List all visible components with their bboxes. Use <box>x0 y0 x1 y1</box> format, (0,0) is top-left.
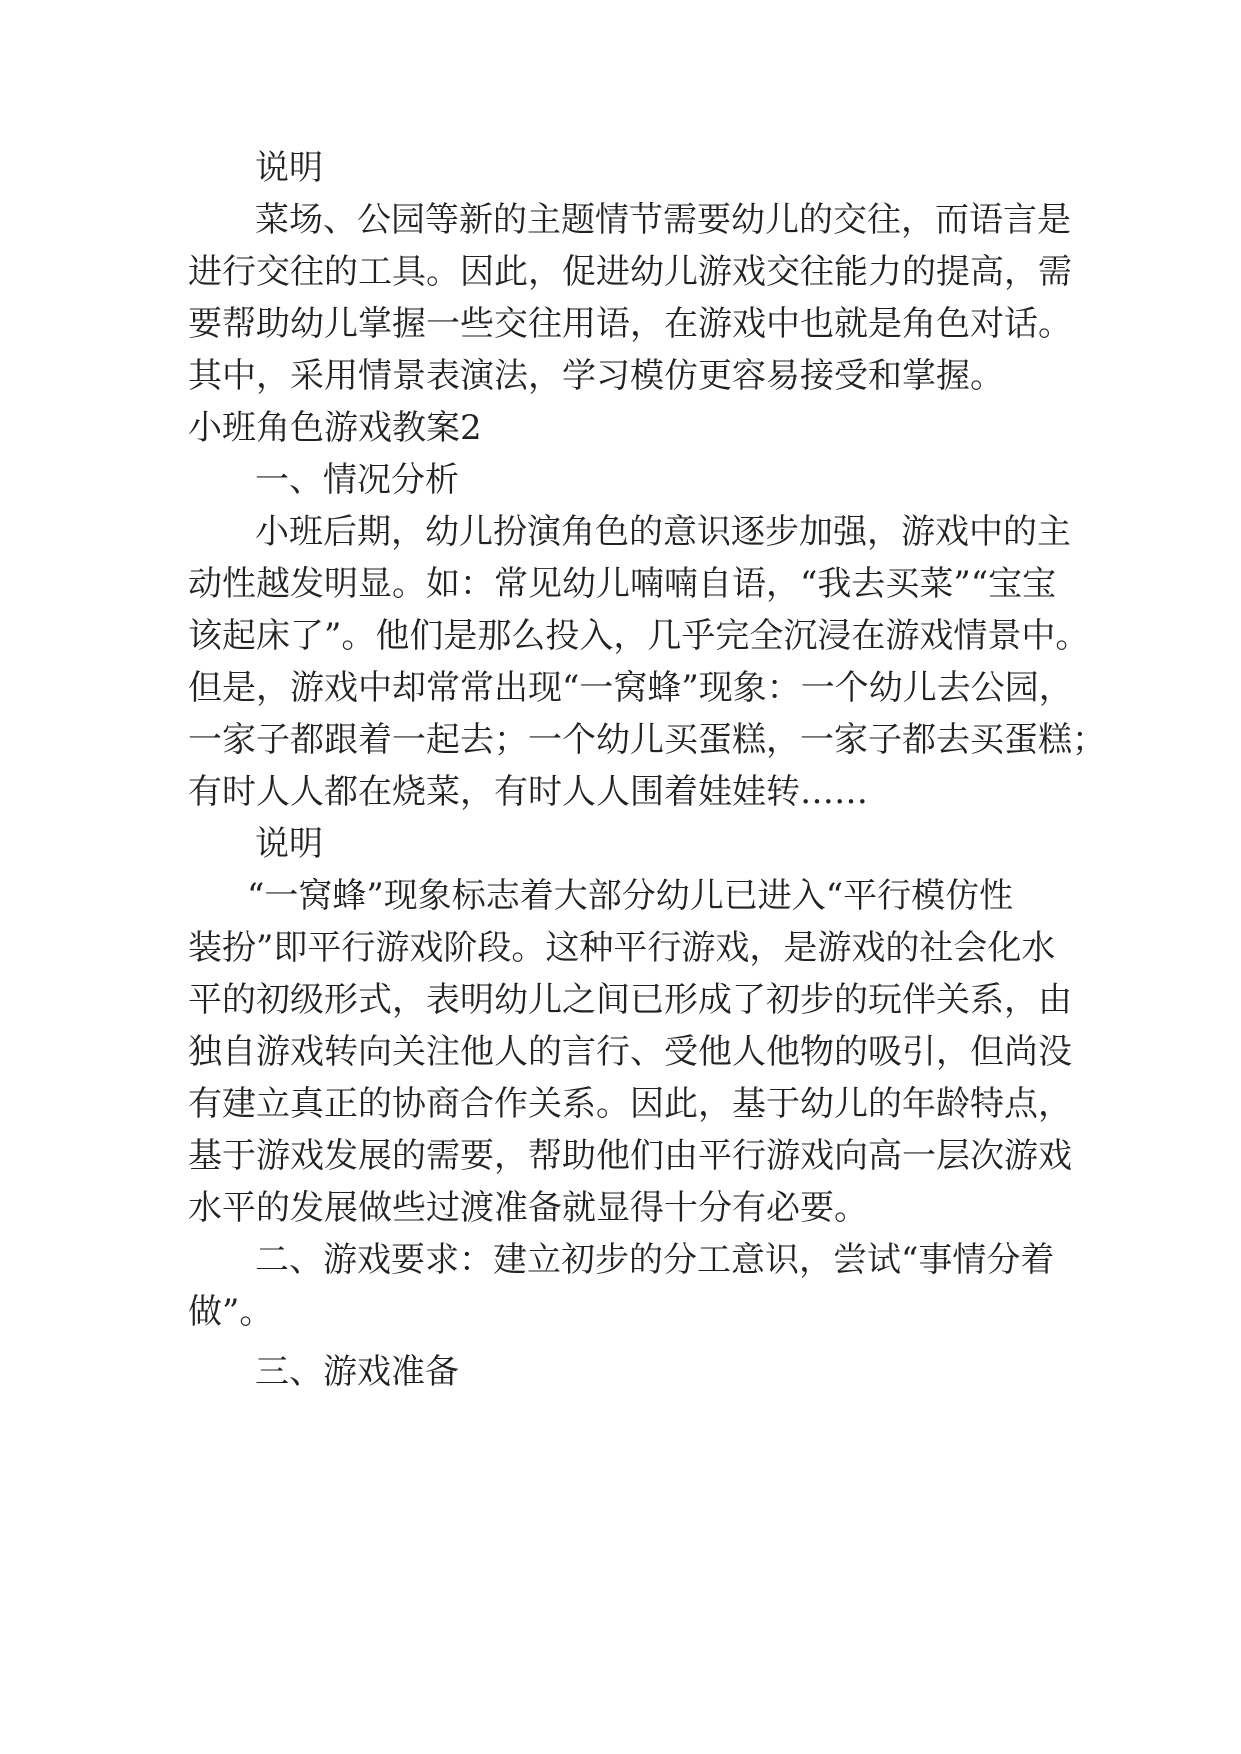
paragraph-line: 该起床了”。他们是那么投入，几乎完全沉浸在游戏情景中。 <box>188 616 1090 656</box>
paragraph-heading-shuoming: 说明 <box>255 148 323 188</box>
paragraph-line: 要帮助幼儿掌握一些交往用语，在游戏中也就是角色对话。 <box>188 304 1072 344</box>
paragraph-line: 有建立真正的协商合作关系。因此，基于幼儿的年龄特点， <box>188 1084 1072 1124</box>
section-title: 小班角色游戏教案2 <box>188 408 482 448</box>
paragraph-line: 平的初级形式，表明幼儿之间已形成了初步的玩伴关系，由 <box>188 980 1072 1020</box>
paragraph-heading-shuoming: 说明 <box>255 824 323 864</box>
section-heading: 三、游戏准备 <box>255 1352 459 1392</box>
paragraph-line: 水平的发展做些过渡准备就显得十分有必要。 <box>188 1188 868 1228</box>
paragraph-line: 动性越发明显。如：常见幼儿喃喃自语，“我去买菜”“宝宝 <box>188 564 1057 604</box>
paragraph-line: 小班后期，幼儿扮演角色的意识逐步加强，游戏中的主 <box>255 512 1071 552</box>
paragraph-line: 做”。 <box>188 1292 274 1332</box>
paragraph-line: 一家子都跟着一起去；一个幼儿买蛋糕，一家子都去买蛋糕； <box>188 720 1106 760</box>
paragraph-line: 其中，采用情景表演法，学习模仿更容易接受和掌握。 <box>188 356 1004 396</box>
paragraph-line: 但是，游戏中却常常出现“一窝蜂”现象：一个幼儿去公园， <box>188 668 1073 708</box>
paragraph-line: “一窝蜂”现象标志着大部分幼儿已进入“平行模仿性 <box>247 876 1014 916</box>
paragraph-line: 菜场、公园等新的主题情节需要幼儿的交往，而语言是 <box>255 200 1071 240</box>
paragraph-line: 进行交往的工具。因此，促进幼儿游戏交往能力的提高，需 <box>188 252 1072 292</box>
section-heading: 一、情况分析 <box>255 460 459 500</box>
paragraph-line: 装扮”即平行游戏阶段。这种平行游戏，是游戏的社会化水 <box>188 928 1056 968</box>
paragraph-line: 有时人人都在烧菜，有时人人围着娃娃转…… <box>188 772 868 812</box>
paragraph-line: 基于游戏发展的需要，帮助他们由平行游戏向高一层次游戏 <box>188 1136 1072 1176</box>
paragraph-line: 独自游戏转向关注他人的言行、受他人他物的吸引，但尚没 <box>188 1032 1072 1072</box>
section-heading: 二、游戏要求：建立初步的分工意识，尝试“事情分着 <box>255 1240 1055 1280</box>
